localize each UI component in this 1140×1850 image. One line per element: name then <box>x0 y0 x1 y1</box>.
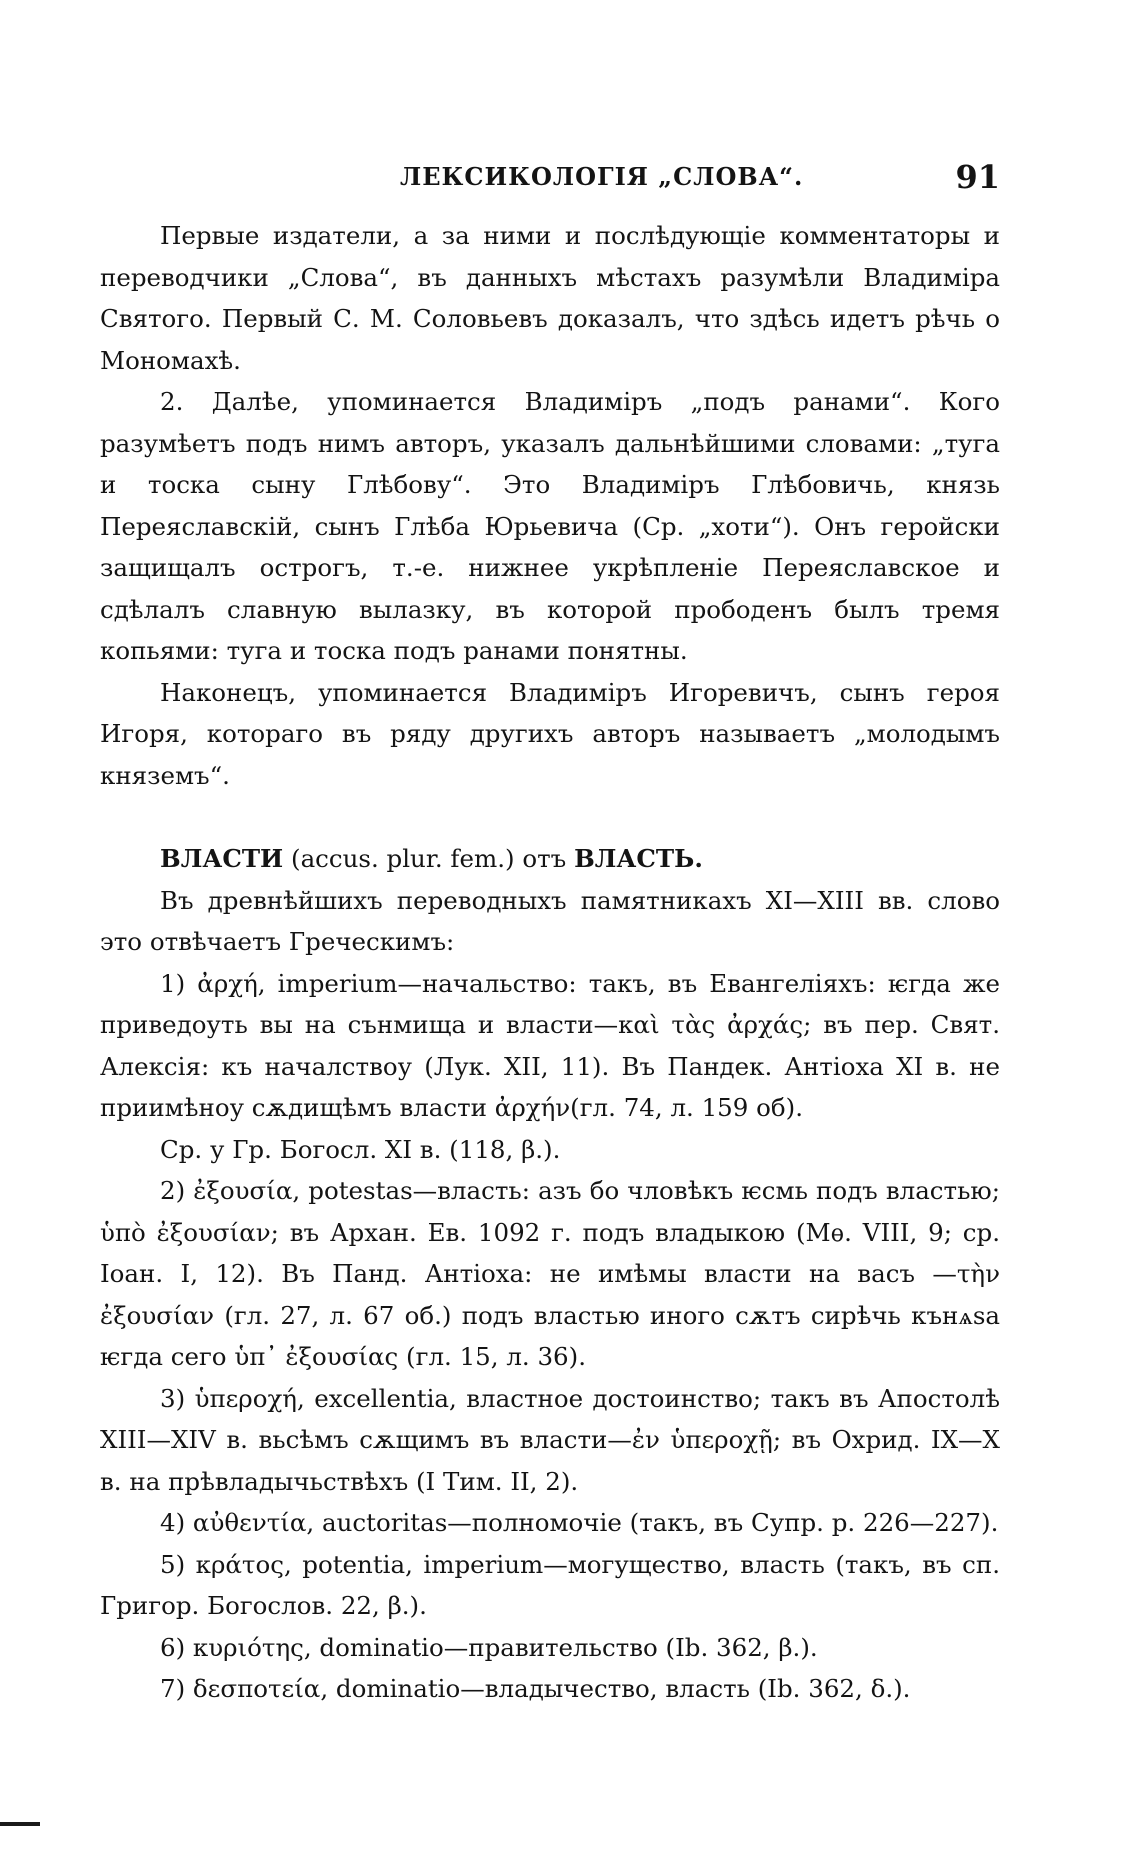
page-header <box>100 160 1000 200</box>
entry-sense-3: 3) ὑπεροχή, excellentia, властное достоинство; такъ въ Апостолѣ XIII—XIV в. вьсѣмъ сѫщимъ въ власти—ἐν ὑπεροχῇ; въ Охрид. IX—X в. на прѣвладычьствѣхъ (I Тим. II, 2). <box>100 1383 1000 1496</box>
entry-sense-2: 2) ἐξουσία, potestas—власть: азъ бо чловѣкъ ѥсмь подъ властью; ὑπὸ ἐξουσίαν; въ Архан. Ев. 1092 г. подъ владыкою (Мѳ. VIII, 9; ср. Іоан. I, 12). Въ Панд. Антіоха: не имѣмы власти на васъ —τὴν ἐξουσίαν (гл. 27, л. 67 об.) подъ властью иного сѫтъ сирѣчь кънѧѕа ѥгда сего ὑπ᾽ ἐξουσίας (гл. 15, л. 36). <box>100 1176 1000 1371</box>
entry-source-word: ВЛАСТЬ. <box>574 844 703 873</box>
paragraph-vladimir-glebovich: 2. Далѣе, упоминается Владиміръ „подъ ранами“. Кого разумѣетъ подъ нимъ авторъ, указалъ дальнѣйшими словами: „туга и тоска сыну Глѣбову“. Это Владиміръ Глѣбовичь, князь Переяславскій, сынъ Глѣба Юрьевича (Ср. „хоти“). Онъ геройски защищалъ острогъ, т.-е. нижнее укрѣпленіе Переяславское и сдѣлалъ славную вылазку, въ которой прободенъ былъ тремя копьями: туга и тоска подъ ранами понятны. <box>100 387 1000 665</box>
paragraph-first-editors: Первые издатели, а за ними и послѣдующіе комментаторы и переводчики „Слова“, въ данныхъ мѣстахъ разумѣли Владиміра Святого. Первый С. М. Соловьевъ доказалъ, что здѣсь идетъ рѣчь о Мономахѣ. <box>100 221 1000 375</box>
paragraph-vladimir-igorevich: Наконецъ, упоминается Владиміръ Игоревичъ, сынъ героя Игоря, котораго въ ряду другихъ авторъ называетъ „молодымъ княземъ“. <box>100 677 1000 790</box>
page-number: 91 <box>955 158 1000 196</box>
scan-edge-mark <box>0 1822 40 1826</box>
entry-sense-5: 5) κράτος, potentia, imperium—могущество, власть (такъ, въ сп. Григор. Богослов. 22, β.). <box>100 1549 1000 1620</box>
entry-grammar: (accus. plur. fem.) отъ <box>283 844 575 873</box>
body-text <box>100 215 1000 1710</box>
entry-intro: Въ древнѣйшихъ переводныхъ памятникахъ XI—XIII вв. слово это отвѣчаетъ Греческимъ: <box>100 885 1000 956</box>
entry-heading <box>100 838 1000 880</box>
entry-sense-6: 6) κυριότης, dominatio—правительство (Ib. 362, β.). <box>160 1632 818 1662</box>
section-gap <box>100 796 1000 838</box>
entry-sense-1-note: Ср. у Гр. Богосл. XI в. (118, β.). <box>160 1134 561 1164</box>
running-head: ЛЕКСИКОЛОГІЯ „СЛОВА“. <box>400 162 804 191</box>
entry-sense-7: 7) δεσποτεία, dominatio—владычество, власть (Ib. 362, δ.). <box>160 1674 911 1703</box>
entry-sense-1: 1) ἀρχή, imperium—начальство: такъ, въ Евангеліяхъ: ѥгда же приведоуть вы на сънмища и власти—καὶ τὰς ἀρχάς; въ пер. Свят. Алексія: къ началствоу (Лук. XII, 11). Въ Пандек. Антіоха XI в. не приимѣноу сѫдищѣмъ власти ἀρχήν(гл. 74, л. 159 об). <box>100 968 1000 1122</box>
entry-sense-4: 4) αὐθεντία, auctoritas—полномочіе (такъ, въ Супр. р. 226—227). <box>160 1508 999 1537</box>
entry-headword: ВЛАСТИ <box>160 844 284 873</box>
